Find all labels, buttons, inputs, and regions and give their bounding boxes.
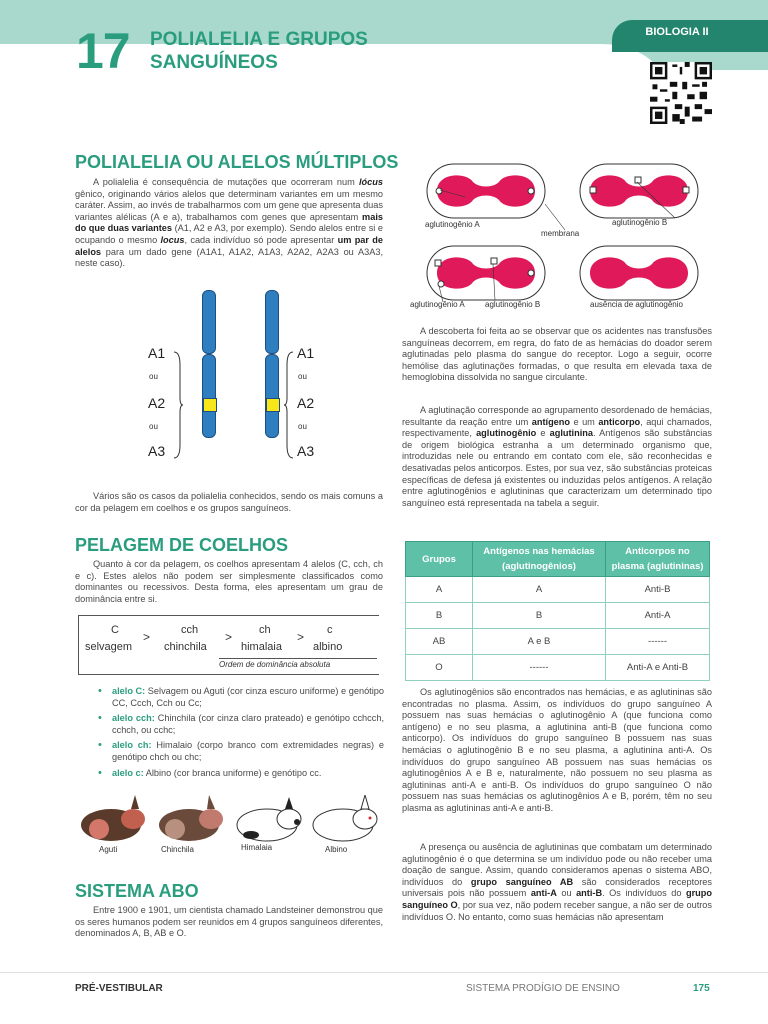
chromosome-left-arm-top [202,290,216,354]
table-row [406,577,710,603]
chromosome-figure [140,290,370,470]
allele-symbol: cch [181,624,199,636]
text-run: A presença ou ausência de aglutininas que combatam um determinado aglutinogênio é o que determina se um indivíduo pode ou não receber uma doação de sangue. Assim, quando consideramos apenas o sistema ABO, indivíduos do [402,842,712,887]
locus-marker-left [203,398,217,412]
allele-label-a1-left [148,345,165,361]
table-cell: AB [406,629,473,655]
rbc-type-b [580,164,698,218]
rabbit-illustrations [75,795,385,857]
bullet-text: Selvagem ou Aguti (cor cinza escuro uniforme) e genótipo CC, Ccch, Cch ou Cc; [112,686,384,708]
polialelia-examples-paragraph: Vários são os casos da polialelia conhecidos, sendo os mais comuns a cor da pelagem em coelhos e os grupos sanguíneos. [75,491,383,513]
table-cell: A e B [473,629,606,655]
greater-than-symbol: > [143,630,151,644]
text-run: um par de alelos [75,234,384,257]
text-run: lócus [359,177,383,187]
brace-left [172,350,184,460]
allele-list [92,686,384,783]
or-label: ou [298,422,307,431]
text-run: (A1, A2 e A3, por exemplo). Sendo alelos entre si e ocupando o mesmo [75,223,383,245]
rabbit-caption: Albino [325,845,348,854]
table-header-row [406,542,710,577]
chromosome-left-arm-bottom [202,354,216,438]
allele-label-a3-right: A3 [297,443,315,459]
chapter-title [150,28,410,74]
text-run: grupo sanguíneo O [402,888,712,910]
bullet-head: alelo C: [112,686,146,696]
text-run: A polialelia é consequência de mutações que ocorreram num [93,177,359,187]
polialelia-paragraph [75,177,383,270]
text-run: para um dado gene (A1A1, A1A2, A1A3, A2A2, A2A3 ou A3A3, neste caso). [75,246,383,269]
rbc-type-o [580,246,698,300]
rabbit-caption: Himalaia [241,843,273,852]
text-run: antígeno [531,416,571,427]
phenotype-name: chinchila [164,641,207,653]
text-run: , por sua vez, não podem receber sangue, a não ser de outros indivíduos O. No entanto, como suas hemácias não apresentam [402,899,713,922]
rbc-type-a [427,164,545,218]
list-item [92,713,384,736]
text-run: são considerados receptores universais pois não possuem [402,876,712,899]
phenotype-name: selvagem [85,641,133,653]
aglutinacao-paragraph [402,405,712,509]
chapter-title-line1: POLIALELIA E GRUPOS [150,29,368,50]
text-run: , cada indivíduo só pode apresentar [184,234,338,245]
rabbit-himalaia-icon [231,795,306,843]
bullet-head: alelo cch: [112,713,155,724]
table-cell: Anti-A [606,603,710,629]
text-run: aglutinina [549,428,593,439]
text-run: ou [556,888,577,899]
pelagem-paragraph: Quanto à cor da pelagem, os coelhos apresentam 4 alelos (C, cch, ch e c). Estes alelos não podem ser simplesmente classificados como dominantes ou recessivos. Desta forma, eles apresentam um grau de dominância entre si. [75,559,383,604]
or-label: ou [149,422,158,431]
table-row [406,629,710,655]
allele-label-a3-left: A3 [148,443,166,459]
receptores-paragraph [402,842,712,923]
text-run: anti-B [576,888,603,899]
rbc-label-aglutinogenio-a: aglutinogênio A [425,220,480,229]
descoberta-paragraph: A descoberta foi feita ao se observar que os acidentes nas transfusões sanguíneas decorrem, em regra, do fato de as hemácias do doador serem aglutinadas pelo plasma do sangue do receptor. Logo a seguir, ocorre hemólise das aglutinações formadas, o que resulta em elevada taxa de hemoglobina dissolvida no sangue circulante. [402,326,712,383]
text-run: , aqui chamados, respectivamente, [402,416,712,439]
text-run: . Antígenos são substâncias de origem biológica estranha a um determinado organismo que, introduzidas nele ou entrando em contato com ele, são reconhecidas e desativadas pelos anticorpos. Estes, por sua vez, são substâncias proteicas específicas de defesa já existentes ou induzidas pelos antígenos. A relação entre aglutinogênios e aglutininas que caracterizam um determinado tipo sanguíneo está representada na tabela a seguir. [402,428,713,508]
allele-symbol: ch [259,624,271,636]
chapter-title-line2: SANGUÍNEOS [150,52,278,73]
bullet-text: Albino (cor branca uniforme) e genótipo cc. [143,767,322,778]
chapter-number: 17 [76,23,130,79]
text-run: . Os indivíduos do [602,888,686,899]
table-cell: Anti-B [606,577,710,603]
bullet-text: Himalaio (corpo branco com extremidades negras) e genótipo chch ou chc; [112,740,384,762]
greater-than-symbol: > [297,630,305,644]
table-row [406,655,710,681]
text-run: anticorpo [598,416,641,427]
section-title-pelagem: PELAGEM DE COELHOS [75,535,289,555]
table-cell: Anti-A e Anti-B [606,655,710,681]
table-cell: ------ [606,629,710,655]
subject-label: BIOLOGIA II [645,26,709,38]
bullet-text: Chinchila (cor cinza claro prateado) e genótipo cchcch, cchch, ou cchc; [112,713,384,735]
text-run: aglutinogênio [476,428,537,439]
footer-divider [0,972,768,973]
label-text: A1 [148,345,166,361]
locus-marker-right [266,398,280,412]
brace-right [283,350,295,460]
chromosome-right-arm-top [265,290,279,354]
table-header: Grupos [406,542,473,577]
section-title-polialelia: POLIALELIA OU ALELOS MÚLTIPLOS [75,152,399,172]
table-cell: B [406,603,473,629]
bullet-head: alelo c: [112,767,144,778]
allele-symbol: c [327,624,333,636]
table-row [406,603,710,629]
text-run: grupo sanguíneo AB [470,876,574,887]
bullet-head: alelo ch: [112,740,152,751]
text-run: e um [570,416,599,427]
rbc-label-membrana: membrana [541,229,580,238]
abo-table [405,541,710,681]
text-run: mais do que duas variantes [75,211,383,234]
or-label: ou [298,372,307,381]
rabbit-caption: Chinchila [161,845,194,854]
table-cell: A [473,577,606,603]
rabbit-aguti-icon [75,795,150,843]
page-number: 175 [693,983,710,994]
phenotype-name: albino [313,641,343,653]
list-item [92,740,384,763]
text-run: gênico, originando vários alelos que determinam variantes em um mesmo caráter. Assim, ao invés de trabalharmos com um gene que apresenta duas variantes alélicas (A e a), trabalhamos com genes que apresentam [75,188,383,222]
rbc-label-ausencia: ausência de aglutinogênio [590,300,683,309]
rbc-label-aglutinogenio-b-ab: aglutinogênio B [485,300,541,309]
aglutinogenios-paragraph: Os aglutinogênios são encontrados nas hemácias, e as aglutininas são encontradas no plasma. Assim, os indivíduos do grupo sanguíneo A possuem nas suas hemácias o aglutinogênio A (que funciona como antígeno) e no seu plasma, a aglutinina anti-B (que funciona como anticorpo). Os indivíduos do grupo sanguíneo B possuem nas suas hemácias o aglutinogênio B e no seu plasma, a aglutinina anti-A. Os indivíduos do grupo sanguíneo AB possuem nas suas hemácias os aglutinogênios A e B e, naturalmente, não possuem no seu plasma as aglutininas anti-A e anti-B. Os indivíduos do grupo sanguíneo O não possuem nas suas hemácias os aglutinogênios A e B, porém, têm no seu plasma as aglutininas anti-A e anti-B. [402,687,712,813]
list-item [92,768,384,780]
text-run: locus [160,234,185,245]
text-run: A aglutinação corresponde ao agrupamento desordenado de hemácias, resultante da reação entre um [402,405,712,427]
table-cell: B [473,603,606,629]
list-item [92,686,384,709]
allele-label-a1-right: A1 [297,345,315,361]
allele-label-a2-left: A2 [148,395,166,411]
chromosome-right-arm-bottom [265,354,279,438]
phenotype-name: himalaia [241,641,282,653]
table-cell: O [406,655,473,681]
table-header: Antígenos nas hemácias (aglutinogênios) [473,542,606,577]
dominance-order-box [78,615,379,675]
text-run: e [536,428,550,439]
text-run: anti-A [530,888,557,899]
section-title-abo: SISTEMA ABO [75,881,199,901]
dominance-caption: Ordem de dominância absoluta [219,658,377,669]
rabbit-albino-icon [307,795,382,843]
footer-center: SISTEMA PRODÍGIO DE ENSINO [466,983,620,994]
table-cell: A [406,577,473,603]
abo-paragraph: Entre 1900 e 1901, um cientista chamado Landsteiner demonstrou que os seres humanos podem ser reunidos em 4 grupos sanguíneos diferentes, denominados A, B, AB e O. [75,905,383,939]
greater-than-symbol: > [225,630,233,644]
allele-symbol: C [111,624,119,636]
rabbit-chinchila-icon [153,795,228,843]
rbc-type-ab [427,246,545,300]
allele-label-a2-right: A2 [297,395,315,411]
qr-code-icon[interactable] [650,62,712,124]
footer-left: PRÉ-VESTIBULAR [75,983,163,994]
rbc-label-aglutinogenio-b: aglutinogênio B [612,218,668,227]
rabbit-caption: Aguti [99,845,118,854]
table-header: Anticorpos no plasma (aglutininas) [606,542,710,577]
table-cell: ------ [473,655,606,681]
or-label: ou [149,372,158,381]
rbc-label-aglutinogenio-a-ab: aglutinogênio A [410,300,465,309]
